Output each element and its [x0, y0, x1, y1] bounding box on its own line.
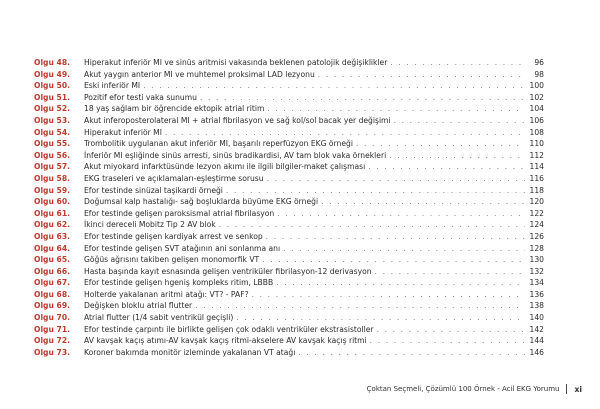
entry-title: Efor testinde gelişen kardiyak arrest ve senkop: [84, 231, 263, 241]
toc-row[interactable]: [34, 219, 544, 231]
toc-row[interactable]: [34, 347, 544, 359]
entry-title: Eski inferiör MI: [84, 81, 141, 91]
toc-row[interactable]: [34, 300, 544, 312]
entry-title: Akut yaygın anterior MI ve muhtemel proksimal LAD lezyonu: [84, 69, 315, 79]
case-number: Olgu 69.: [34, 301, 70, 311]
toc-row[interactable]: [34, 312, 544, 324]
page-ref: 146: [529, 347, 544, 357]
dot-leader: [165, 127, 525, 139]
toc-row[interactable]: [34, 185, 544, 197]
toc-row[interactable]: [34, 196, 544, 208]
entry-title: Hasta başında kayıt esnasında gelişen ventriküler fibrilasyon-12 derivasyon: [84, 266, 372, 276]
book-title: Çoktan Seçmeli, Çözümlü 100 Örnek - Acil EKG Yorumu: [366, 385, 560, 393]
entry-title: İkinci dereceli Mobitz Tip 2 AV blok: [84, 220, 216, 230]
page-ref: 98: [534, 69, 544, 79]
entry-title: Göğüs ağrısını takiben gelişen monomorfik VT: [84, 255, 260, 265]
toc-row[interactable]: [34, 92, 544, 104]
case-number: Olgu 48.: [34, 58, 70, 67]
dot-leader: [377, 324, 525, 336]
case-number: Olgu 67.: [34, 278, 70, 288]
entry-title: Hiperakut inferiör MI: [84, 127, 162, 137]
footer-divider: [566, 384, 567, 394]
toc-row[interactable]: [34, 138, 544, 150]
toc-row[interactable]: [34, 150, 544, 162]
case-number: Olgu 52.: [34, 104, 70, 114]
case-number: Olgu 72.: [34, 336, 70, 346]
page-ref: 130: [529, 255, 544, 265]
dot-leader: [267, 173, 525, 185]
toc-row[interactable]: [34, 173, 544, 185]
toc-row[interactable]: [34, 335, 544, 347]
page-ref: 122: [529, 208, 544, 218]
dot-leader: [262, 254, 525, 266]
page-ref: 124: [529, 220, 544, 230]
dot-leader: [375, 266, 525, 278]
dot-leader: [356, 138, 525, 150]
page-ref: 118: [529, 185, 544, 195]
case-number: Olgu 71.: [34, 324, 70, 334]
toc-row[interactable]: [34, 127, 544, 139]
page-ref: 138: [529, 301, 544, 311]
case-number: Olgu 57.: [34, 162, 70, 172]
entry-title: Efor testinde sinüzal taşikardi örneği: [84, 185, 223, 195]
page-ref: 128: [529, 243, 544, 253]
toc-row[interactable]: [34, 103, 544, 115]
toc-row[interactable]: [34, 208, 544, 220]
case-number: Olgu 70.: [34, 313, 70, 323]
dot-leader: [267, 103, 525, 115]
dot-leader: [266, 231, 525, 243]
entry-title: Doğumsal kalp hastalığı- sağ boşluklarda büyüme EKG örneği: [84, 197, 319, 207]
case-number: Olgu 66.: [34, 266, 70, 276]
case-number: Olgu 56.: [34, 150, 70, 160]
page-ref: 100: [529, 81, 544, 91]
dot-leader: [283, 243, 525, 255]
page-ref: 144: [529, 336, 544, 346]
toc-row[interactable]: [34, 277, 544, 289]
dot-leader: [236, 312, 525, 324]
toc-row[interactable]: [34, 69, 544, 81]
page-ref: 112: [529, 150, 544, 160]
toc-row[interactable]: [34, 324, 544, 336]
page-ref: 116: [529, 173, 544, 183]
dot-leader: [200, 92, 525, 104]
case-number: Olgu 68.: [34, 289, 70, 299]
case-number: Olgu 65.: [34, 255, 70, 265]
page-footer: [367, 384, 582, 394]
page-ref: 106: [529, 115, 544, 125]
entry-title: Efor testinde gelişen hgeniş kompleks ritim, LBBB: [84, 278, 274, 288]
dot-leader: [370, 335, 525, 347]
entry-title: 18 yaş sağlam bir öğrencide ektopik atrial ritim: [84, 104, 265, 114]
page-ref: 120: [529, 197, 544, 207]
case-number: Olgu 61.: [34, 208, 70, 218]
entry-title: AV kavşak kaçış atımı-AV kavşak kaçış ritmi-akselere AV kavşak kaçış ritmi: [84, 336, 367, 346]
dot-leader: [276, 277, 525, 289]
toc-row[interactable]: [34, 80, 544, 92]
entry-title: İnferiör MI eşliğinde sinüs arresti, sinüs bradikardisi, AV tam blok vaka örnekleri: [84, 150, 387, 160]
page-ref: 142: [529, 324, 544, 334]
case-number: Olgu 55.: [34, 139, 70, 149]
page-ref: 96: [534, 58, 544, 67]
dot-leader: [368, 161, 525, 173]
toc-row[interactable]: [34, 254, 544, 266]
toc-row[interactable]: [34, 266, 544, 278]
toc-row[interactable]: [34, 231, 544, 243]
entry-title: Efor testinde çarpıntı ile birlikte gelişen çok odaklı ventriküler ekstrasistoller: [84, 324, 374, 334]
page-ref: 132: [529, 266, 544, 276]
page-ref: 126: [529, 231, 544, 241]
case-number: Olgu 63.: [34, 231, 70, 241]
page-ref: 104: [529, 104, 544, 114]
case-number: Olgu 53.: [34, 115, 70, 125]
dot-leader: [298, 347, 525, 359]
page-ref: 136: [529, 289, 544, 299]
table-of-contents: [34, 57, 544, 358]
case-number: Olgu 50.: [34, 81, 70, 91]
toc-row[interactable]: [34, 57, 544, 69]
dot-leader: [252, 289, 525, 301]
entry-title: Trombolitik uygulanan akut inferiör MI, başarılı reperfüzyon EKG örneği: [84, 139, 353, 149]
page-ref: 134: [529, 278, 544, 288]
entry-title: Akut inferoposterolateral MI + atrial fibrilasyon ve sağ kol/sol bacak yer değişimi: [84, 115, 391, 125]
case-number: Olgu 73.: [34, 347, 70, 357]
case-number: Olgu 62.: [34, 220, 70, 230]
case-number: Olgu 60.: [34, 197, 70, 207]
page-ref: 140: [529, 313, 544, 323]
dot-leader: [195, 300, 525, 312]
entry-title: Koroner bakımda monitör izleminde yakalanan VT atağı: [84, 347, 296, 357]
dot-leader: [143, 80, 525, 92]
entry-title: Holterde yakalanan aritmi atağı: VT? - PAF?: [84, 289, 249, 299]
page-number: xi: [574, 384, 582, 394]
dot-leader: [389, 150, 525, 162]
dot-leader: [394, 115, 525, 127]
page-ref: 108: [529, 127, 544, 137]
dot-leader: [226, 185, 525, 197]
case-number: Olgu 49.: [34, 69, 70, 79]
page-ref: 114: [529, 162, 544, 172]
dot-leader: [219, 219, 525, 231]
entry-title: Akut miyokard infarktüsünde lezyon akımı ile ilgili bilgiler-maket çalışması: [84, 162, 366, 172]
dot-leader: [321, 196, 525, 208]
toc-row[interactable]: [34, 115, 544, 127]
page-ref: 102: [529, 92, 544, 102]
entry-title: Atrial flutter (1/4 sabit ventrikül geçişli): [84, 313, 234, 323]
entry-title: Pozitif efor testi vaka sunumu: [84, 92, 197, 102]
entry-title: Değişken bloklu atrial flutter: [84, 301, 193, 311]
toc-row[interactable]: [34, 289, 544, 301]
page-ref: 110: [529, 139, 544, 149]
toc-row[interactable]: [34, 161, 544, 173]
dot-leader: [390, 57, 525, 69]
entry-title: Hiperakut inferiör MI ve sinüs aritmisi vakasında beklenen patolojik değişiklikler: [84, 58, 388, 67]
entry-title: Efor testinde gelişen paroksismal atrial fibrilasyon: [84, 208, 275, 218]
case-number: Olgu 51.: [34, 92, 70, 102]
entry-title: Efor testinde gelişen SVT atağının ani sonlanma anı: [84, 243, 281, 253]
case-number: Olgu 64.: [34, 243, 70, 253]
dot-leader: [318, 69, 525, 81]
case-number: Olgu 54.: [34, 127, 70, 137]
case-number: Olgu 58.: [34, 173, 70, 183]
dot-leader: [277, 208, 525, 220]
toc-row[interactable]: [34, 243, 544, 255]
case-number: Olgu 59.: [34, 185, 70, 195]
entry-title: EKG traseleri ve açıklamaları-eşleştirme sorusu: [84, 173, 264, 183]
